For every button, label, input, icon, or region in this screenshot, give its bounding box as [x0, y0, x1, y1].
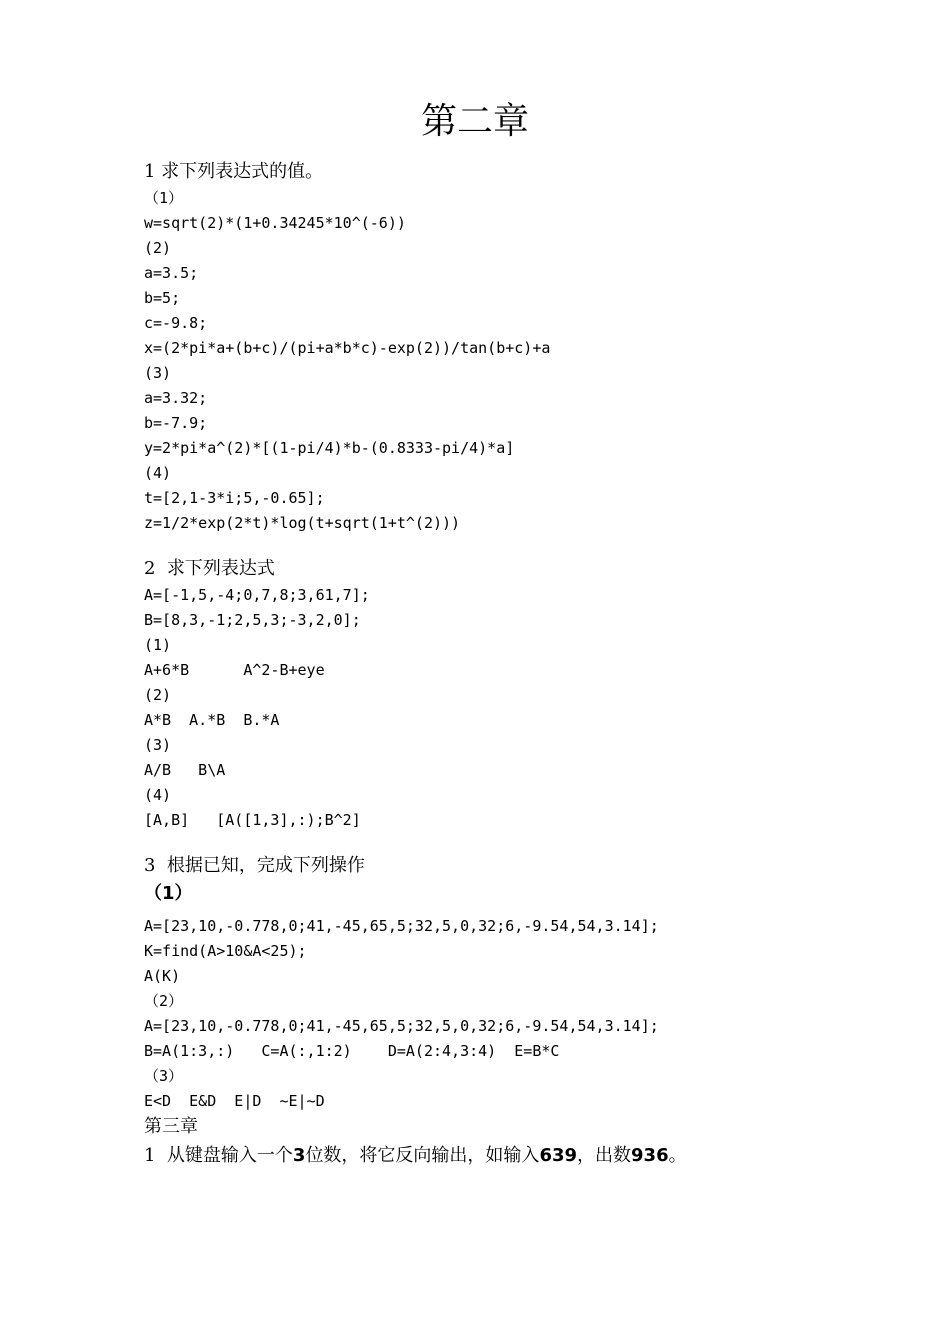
question-text: 。 — [668, 1145, 687, 1166]
code-line: A=[23,10,-0.778,0;41,-45,65,5;32,5,0,32;6,-9.54,54,3.14]; — [144, 917, 659, 935]
code-line: A=[-1,5,-4;0,7,8;3,61,7]; — [144, 586, 370, 604]
code-line: A=[23,10,-0.778,0;41,-45,65,5;32,5,0,32;6,-9.54,54,3.14]; — [144, 1017, 659, 1035]
code-line: (4) — [144, 464, 172, 482]
code-line: c=-9.8; — [144, 314, 208, 332]
code-line: y=2*pi*a^(2)*[(1-pi/4)*b-(0.8333-pi/4)*a] — [144, 439, 515, 457]
document-body — [144, 158, 844, 1171]
code-line: A+6*B A^2-B+eye — [144, 661, 325, 679]
code-line: b=5; — [144, 289, 181, 307]
chapter-3-title: 第三章 — [144, 1116, 198, 1137]
question-number: 936 — [631, 1145, 669, 1166]
subsection-number: （1） — [144, 883, 193, 904]
code-line: A(K) — [144, 967, 181, 985]
code-line: (3) — [144, 736, 172, 754]
question-number: 639 — [539, 1145, 578, 1166]
code-line: （3） — [144, 1067, 184, 1085]
code-line: K=find(A>10&A<25); — [144, 942, 307, 960]
chapter-title: 第二章 — [420, 101, 529, 142]
spacer — [144, 536, 844, 555]
code-line: A*B A.*B B.*A — [144, 711, 280, 729]
question-text: ，出数 — [577, 1145, 632, 1166]
section-1-heading: 1 求下列表达式的值。 — [144, 161, 324, 182]
code-line: (1) — [144, 636, 172, 654]
code-line: （2） — [144, 992, 184, 1010]
section-3-heading: 3 根据已知，完成下列操作 — [144, 855, 365, 876]
question-text: 1 从键盘输入一个 — [144, 1145, 293, 1166]
code-line: x=(2*pi*a+(b+c)/(pi+a*b*c)-exp(2))/tan(b+c)+a — [144, 339, 551, 357]
code-line: (3) — [144, 364, 172, 382]
code-line: A/B B\A — [144, 761, 226, 779]
section-2-heading: 2 求下列表达式 — [144, 558, 275, 579]
code-line: (2) — [144, 239, 172, 257]
subsection-label — [144, 880, 844, 908]
code-line: z=1/2*exp(2*t)*log(t+sqrt(1+t^(2))) — [144, 514, 461, 532]
question-number: 3 — [292, 1145, 306, 1166]
code-line: a=3.32; — [144, 389, 208, 407]
code-line: B=A(1:3,:) C=A(:,1:2) D=A(2:4,3:4) E=B*C — [144, 1042, 560, 1060]
code-line: B=[8,3,-1;2,5,3;-3,2,0]; — [144, 611, 361, 629]
code-line: b=-7.9; — [144, 414, 208, 432]
code-line: a=3.5; — [144, 264, 199, 282]
code-line: (4) — [144, 786, 172, 804]
code-line: w=sqrt(2)*(1+0.34245*10^(-6)) — [144, 214, 406, 232]
code-line: t=[2,1-3*i;5,-0.65]; — [144, 489, 325, 507]
question-text: 位数，将它反向输出，如输入 — [305, 1145, 540, 1166]
chapter-3-question-1 — [144, 1140, 844, 1171]
spacer — [144, 833, 844, 852]
code-line: E<D E&D E|D ~E|~D — [144, 1092, 325, 1110]
code-line: (2) — [144, 686, 172, 704]
code-line: （1） — [144, 189, 184, 207]
code-line: [A,B] [A([1,3],:);B^2] — [144, 811, 361, 829]
